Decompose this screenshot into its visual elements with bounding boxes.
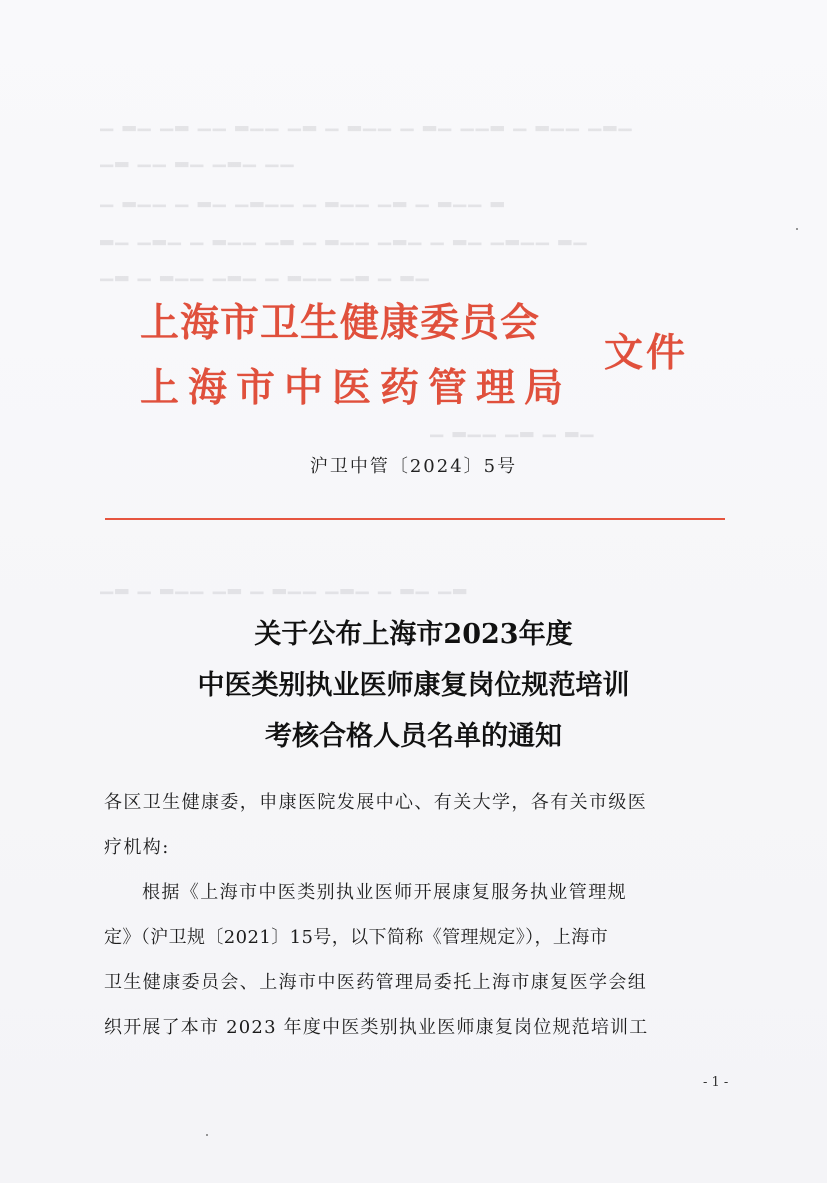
header-red-rule	[105, 518, 725, 520]
bleed-through-texture: ▁ ▂▁▁ ▁ ▂▁ ▁▂▁▁ ▁ ▂▁▁ ▁▂ ▁ ▂▁▁ ▂	[100, 188, 506, 208]
bleed-through-texture: ▁▂ ▁▁ ▂▁ ▁▂▁ ▁▁	[100, 148, 296, 168]
body-line-paragraph: 织开展了本市 2023 年度中医类别执业医师康复岗位规范培训工	[104, 1017, 649, 1038]
bleed-through-texture: ▁ ▂▁▁ ▁▂ ▁ ▂▁	[430, 418, 596, 438]
bleed-through-texture: ▁ ▂▁ ▁▂ ▁▁ ▂▁▁ ▁▂ ▁ ▂▁▁ ▁ ▂▁ ▁▁▂ ▁ ▂▁▁ ▁▂▁	[100, 112, 634, 132]
bleed-through-texture: ▂▁ ▁▂▁ ▁ ▂▁▁ ▁▂ ▁ ▂▁▁ ▁▂▁ ▁ ▂▁ ▁▂▁▁ ▂▁	[100, 226, 589, 246]
scan-speck	[206, 1134, 208, 1136]
bleed-through-texture: ▁▂ ▁ ▂▁▁ ▁▂ ▁ ▂▁▁ ▁▂▁ ▁ ▂▁ ▁▂	[100, 575, 469, 595]
body-line-addressees-cont: 疗机构:	[104, 837, 170, 858]
body-line-addressees: 各区卫生健康委，申康医院发展中心、有关大学，各有关市级医	[104, 792, 648, 813]
bleed-through-texture: ▁▂ ▁ ▂▁▁ ▁▂▁ ▁ ▂▁▁ ▁▂ ▁ ▂▁	[100, 262, 431, 282]
body-line-paragraph: 根据《上海市中医类别执业医师开展康复服务执业管理规	[142, 882, 627, 903]
issuer-name-health-commission: 上海市卫生健康委员会	[140, 300, 541, 346]
issuer-name-tcm-bureau: 上海市中医药管理局	[140, 365, 573, 411]
scan-speck	[796, 228, 798, 230]
document-type-label: 文件	[604, 330, 689, 376]
notice-title-line-1: 关于公布上海市2023年度	[254, 619, 573, 650]
notice-title-line-3: 考核合格人员名单的通知	[265, 721, 562, 752]
notice-title-line-2: 中医类别执业医师康复岗位规范培训	[197, 670, 630, 701]
page-number: - 1 -	[703, 1075, 729, 1090]
document-number: 沪卫中管〔2024〕5号	[309, 456, 518, 477]
body-line-paragraph: 卫生健康委员会、上海市中医药管理局委托上海市康复医学会组	[104, 972, 648, 993]
body-line-paragraph: 定》（沪卫规〔2021〕15号，以下简称《管理规定》），上海市	[104, 927, 609, 948]
